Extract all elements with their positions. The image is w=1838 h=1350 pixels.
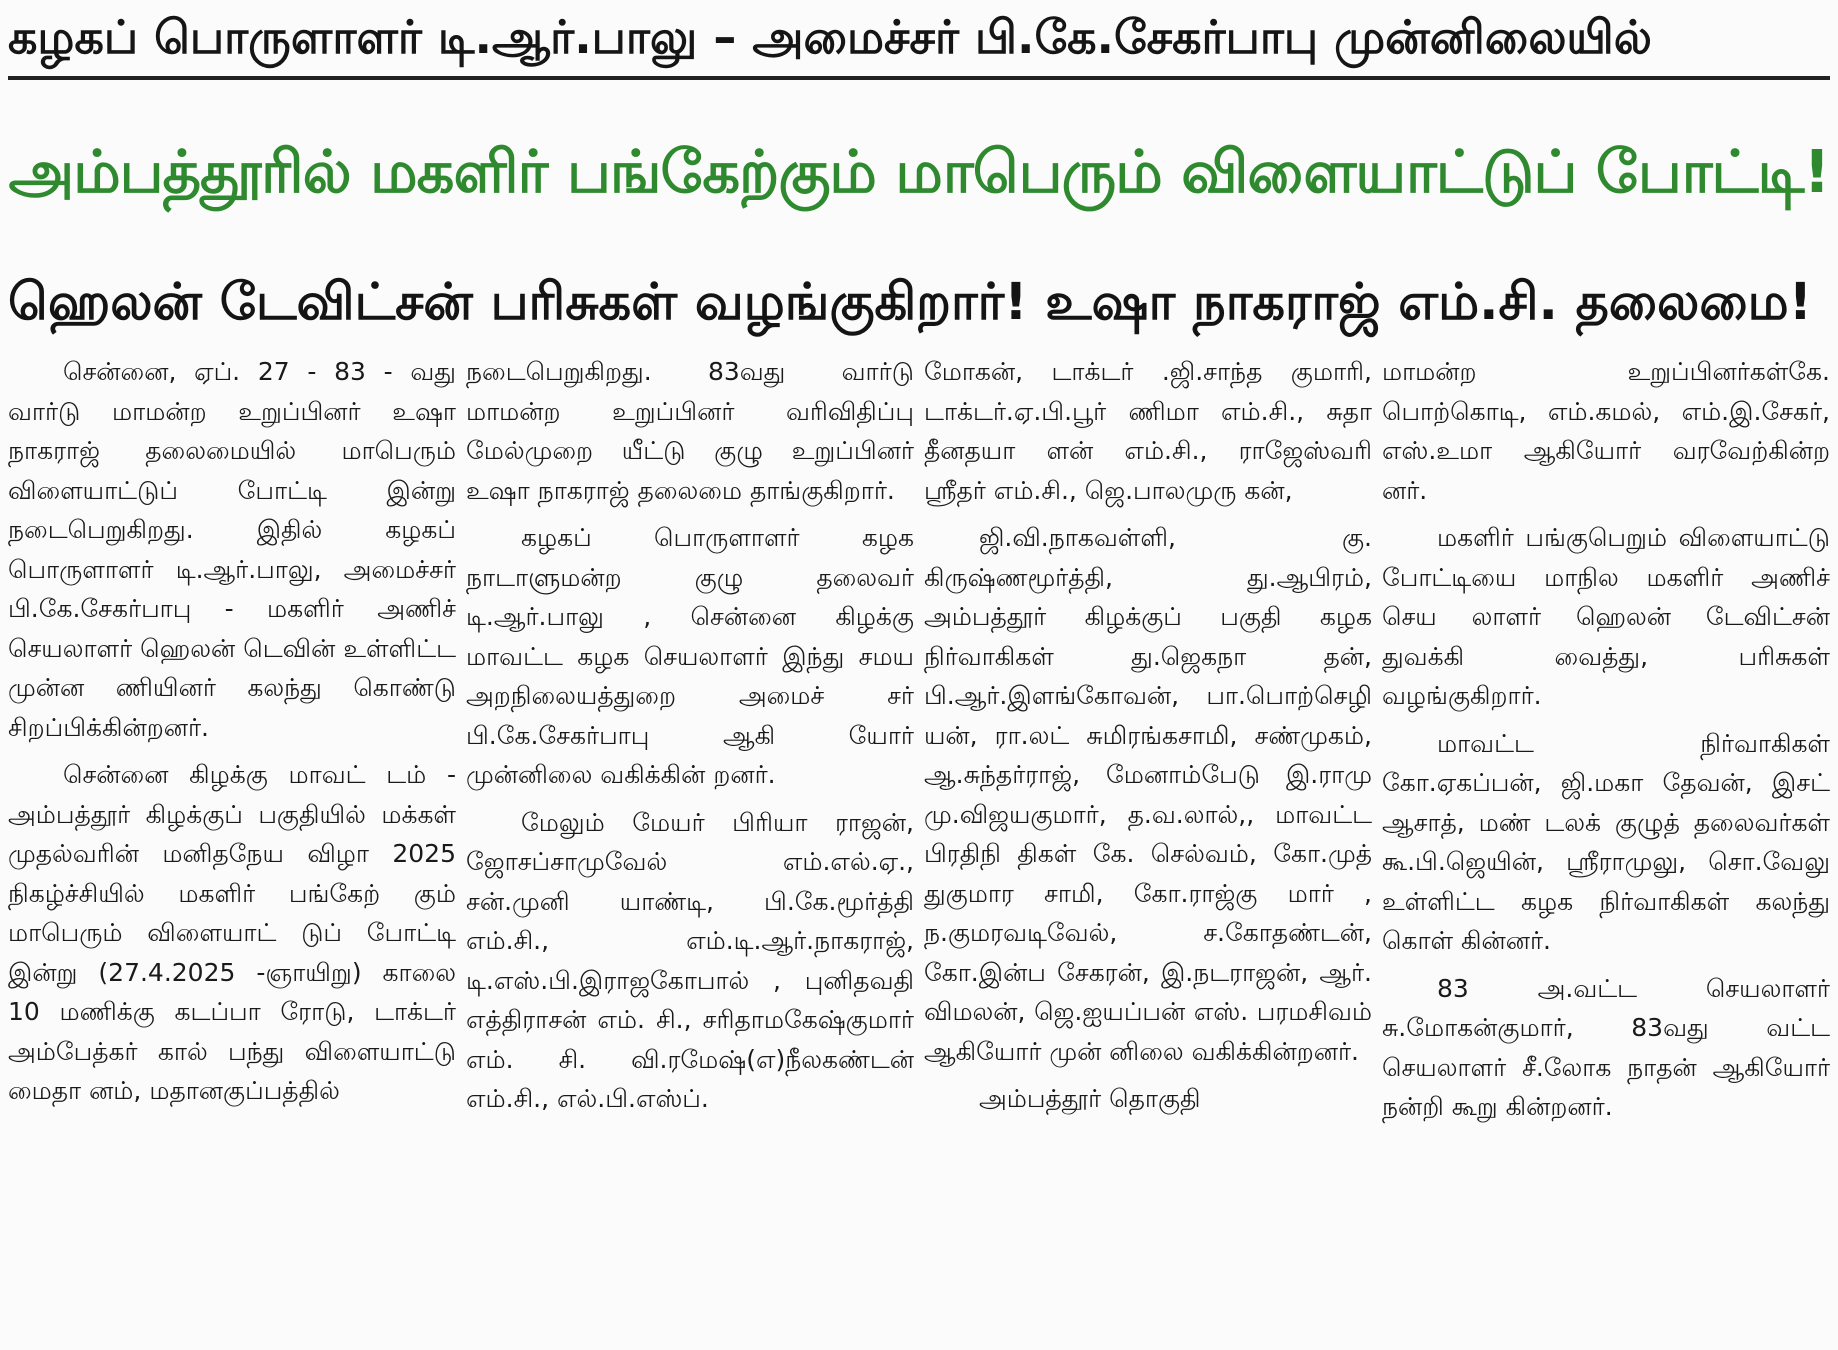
paragraph: நடைபெறுகிறது. 83வது வார்டு மாமன்ற உறுப்பினர் வரிவிதிப்பு மேல்முறை யீட்டு குழு உறுப்பினர் உஷா நாகராஜ் தலைமை தாங்குகிறார். xyxy=(466,357,914,505)
paragraph: மாமன்ற உறுப்பினர்கள்கே. பொற்கொடி, எம்.கமல், எம்.இ.சேகர், எஸ்.உமா ஆகியோர் வரவேற்கின்ற னர். xyxy=(1382,357,1830,505)
headline: அம்பத்தூரில் மகளிர் பங்கேற்கும் மாபெரும் விளையாட்டுப் போட்டி! xyxy=(8,137,1830,206)
paragraph: சென்னை, ஏப். 27 - 83 - வது வார்டு மாமன்ற உறுப்பினர் உஷா நாகராஜ் தலைமையில் மாபெரும் விளையாட்டுப் போட்டி இன்று நடைபெறுகிறது. இதில் கழகப் பொருளாளர் டி.ஆர்.பாலு, அமைச்சர் பி.கே.சேகர்பாபு - மகளிர் அணிச் செயலாளர் ஹெலன் டெவின் உள்ளிட்ட முன்ன ணியினர் கலந்து கொண்டு சிறப்பிக்கின்றனர். xyxy=(8,357,456,742)
column-3 xyxy=(924,352,1372,1344)
kicker-line: கழகப் பொருளாளர் டி.ஆர்.பாலு – அமைச்சர் பி.கே.சேகர்பாபு முன்னிலையில் xyxy=(8,10,1652,64)
column-4 xyxy=(1382,352,1830,1344)
kicker-divider xyxy=(8,76,1830,80)
paragraph: மோகன், டாக்டர் .ஜி.சாந்த குமாரி, டாக்டர்.ஏ.பி.பூர் ணிமா எம்.சி., சுதா தீனதயா ளன் எம்.சி., ராஜேஸ்வரி ஸ்ரீதர் எம்.சி., ஜெ.பாலமுரு கன், xyxy=(924,357,1372,505)
paragraph: மேலும் மேயர் பிரியா ராஜன், ஜோசப்சாமுவேல் எம்.எல்.ஏ., சன்.முனி யாண்டி, பி.கே.மூர்த்தி எம்.சி., எம்.டி.ஆர்.நாகராஜ், டி.எஸ்.பி.இராஜகோபால் , புனிதவதி எத்திராசன் எம். சி., சரிதாமகேஷ்குமார் எம். சி. வி.ரமேஷ்(எ)நீலகண்டன் எம்.சி., எல்.பி.எஸ்ப். xyxy=(466,807,914,1113)
article-body xyxy=(8,352,1830,1344)
paragraph: 83 அ.வட்ட செயலாளர் சு.மோகன்குமார், 83வது வட்ட செயலாளர் சீ.லோக நாதன் ஆகியோர் நன்றி கூறு கின்றனர். xyxy=(1382,973,1830,1121)
paragraph: கழகப் பொருளாளர் கழக நாடாளுமன்ற குழு தலைவர் டி.ஆர்.பாலு , சென்னை கிழக்கு மாவட்ட கழக செயலாளர் இந்து சமய அறநிலையத்துறை அமைச் சர் பி.கே.சேகர்பாபு ஆகி யோர் முன்னிலை வகிக்கின் றனர். xyxy=(466,523,914,789)
column-2 xyxy=(466,352,914,1344)
column-1 xyxy=(8,352,456,1344)
paragraph: மாவட்ட நிர்வாகிகள் கோ.ஏகப்பன், ஜி.மகா தேவன், இசட் ஆசாத், மண் டலக் குழுத் தலைவர்கள் கூ.பி.ஜெயின், ஸ்ரீராமுலு, சொ.வேலு உள்ளிட்ட கழக நிர்வாகிகள் கலந்து கொள் கின்னர். xyxy=(1382,728,1830,955)
paragraph: அம்பத்தூர் தொகுதி xyxy=(979,1084,1201,1113)
paragraph: சென்னை கிழக்கு மாவட் டம் - அம்பத்தூர் கிழக்குப் பகுதியில் மக்கள் முதல்வரின் மனிதநேய விழா 2025 நிகழ்ச்சியில் மகளிர் பங்கேற் கும் மாபெரும் விளையாட் டுப் போட்டி இன்று (27.4.2025 -ஞாயிறு) காலை 10 மணிக்கு கடப்பா ரோடு, டாக்டர் அம்பேத்கர் கால் பந்து விளையாட்டு மைதா னம், மதானகுப்பத்தில் xyxy=(8,760,456,1105)
paragraph: மகளிர் பங்குபெறும் விளையாட்டு போட்டியை மாநில மகளிர் அணிச் செய லாளர் ஹெலன் டேவிட்சன் துவக்கி வைத்து, பரிசுகள் வழங்குகிறார். xyxy=(1382,523,1830,710)
subheadline: ஹெலன் டேவிட்சன் பரிசுகள் வழங்குகிறார்! உஷா நாகராஜ் எம்.சி. தலைமை! xyxy=(8,273,1812,332)
paragraph: ஜி.வி.நாகவள்ளி, கு. கிருஷ்ணமூர்த்தி, து.ஆபிரம், அம்பத்தூர் கிழக்குப் பகுதி கழக நிர்வாகிகள் து.ஜெகநா தன், பி.ஆர்.இளங்கோவன், பா.பொற்செழி யன், ரா.லட் சுமிரங்கசாமி, சண்முகம், ஆ.சுந்தர்ராஜ், மேனாம்பேடு இ.ராமு மு.விஜயகுமார், த.வ.லால்,, மாவட்ட பிரதிநி திகள் கே. செல்வம், கோ.முத் துகுமார சாமி, கோ.ராஜ்கு மார் , ந.குமரவடிவேல், ச.கோதண்டன், கோ.இன்ப சேகரன், இ.நடராஜன், ஆர். விமலன், ஜெ.ஐயப்பன் எஸ். பரமசிவம் ஆகியோர் முன் னிலை வகிக்கின்றனர். xyxy=(924,523,1372,1066)
